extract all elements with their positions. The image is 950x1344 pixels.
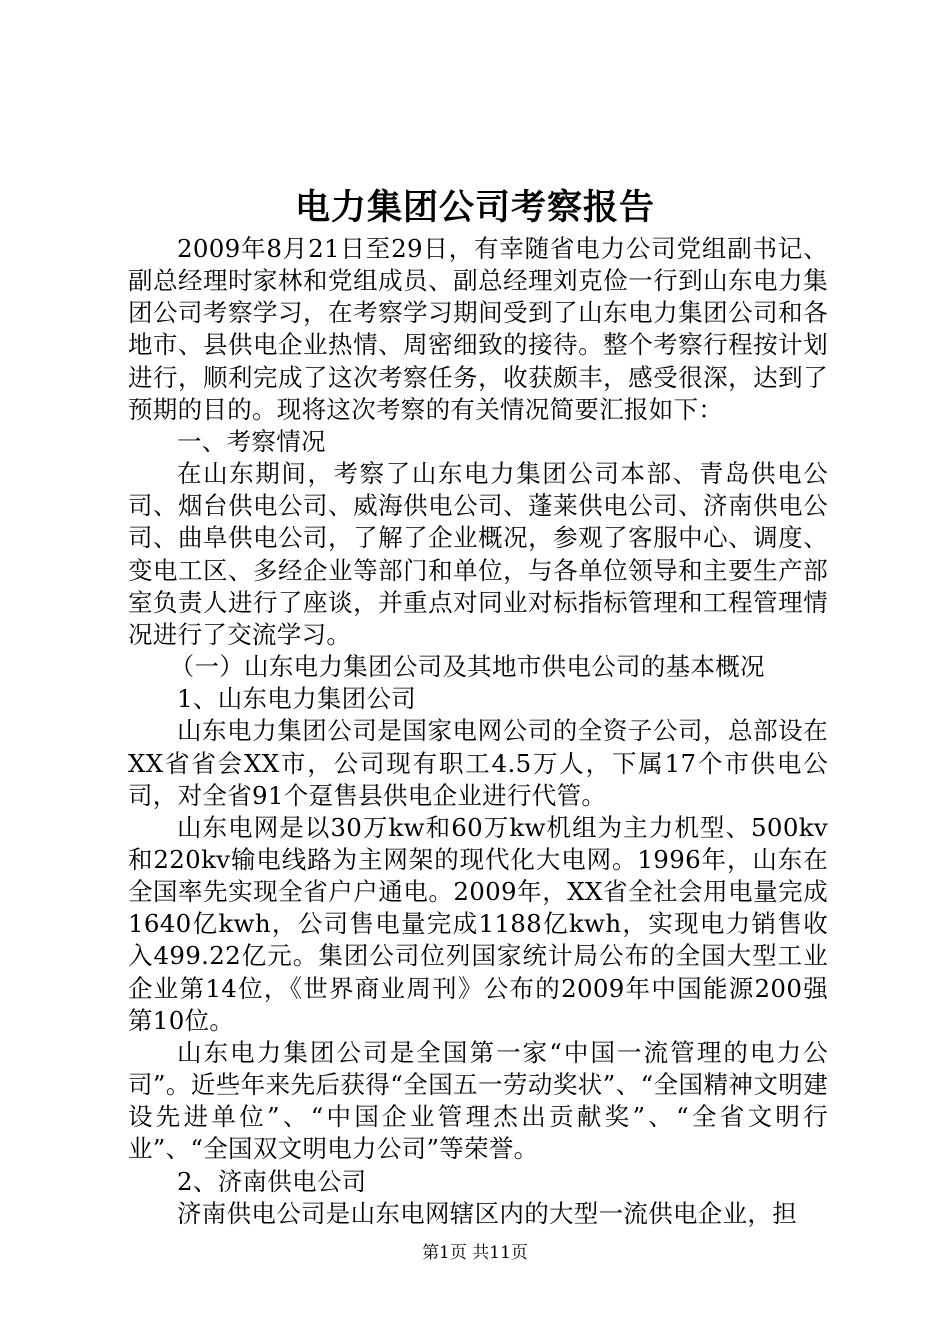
item-heading-shandong-group: 1、山东电力集团公司 — [177, 684, 417, 714]
document-body — [128, 233, 828, 1230]
paragraph-group-intro: 山东电力集团公司是国家电网公司的全资子公司，总部设在XX省省会XX市，公司现有职工4.5万人，下属17个市供电公司，对全省91个趸售县供电企业进行代管。 — [128, 716, 828, 810]
paragraph-honors: 山东电力集团公司是全国第一家“中国一流管理的电力公司”。近些年来先后获得“全国五一劳动奖状”、“全国精神文明建设先进单位”、“中国企业管理杰出贡献奖”、“全省文明行业”、“全国双文明电力公司”等荣誉。 — [128, 1037, 828, 1164]
page-footer: 第1页 共11页 — [422, 1243, 528, 1263]
section-heading-inspection: 一、考察情况 — [177, 426, 326, 456]
paragraph-intro: 2009年8月21日至29日，有幸随省电力公司党组副书记、副总经理时家林和党组成员、副总经理刘克俭一行到山东电力集团公司考察学习，在考察学习期间受到了山东电力集团公司和各地市、县供电企业热情、周密细致的接待。整个考察行程按计划进行，顺利完成了这次考察任务，收获颇丰，感受很深，达到了预期的目的。现将这次考察的有关情况简要汇报如下： — [128, 234, 828, 424]
paragraph-inspection-overview: 在山东期间，考察了山东电力集团公司本部、青岛供电公司、烟台供电公司、威海供电公司、蓬莱供电公司、济南供电公司、曲阜供电公司，了解了企业概况，参观了客服中心、调度、变电工区、多经企业等部门和单位，与各单位领导和主要生产部室负责人进行了座谈，并重点对同业对标指标管理和工程管理情况进行了交流学习。 — [128, 459, 828, 649]
paragraph-jinan-intro: 济南供电公司是山东电网辖区内的大型一流供电企业，担 — [177, 1198, 797, 1228]
paragraph-grid-stats: 山东电网是以30万kw和60万kw机组为主力机型、500kv和220kv输电线路为主网架的现代化大电网。1996年，山东在全国率先实现全省户户通电。2009年，XX省全社会用电量完成1640亿kwh，公司售电量完成1188亿kwh，实现电力销售收入499.22亿元。集团公司位列国家统计局公布的全国大型工业企业第14位，《世界商业周刊》公布的2009年中国能源200强第10位。 — [128, 812, 828, 1035]
document-title: 电力集团公司考察报告 — [294, 187, 655, 228]
subsection-heading-overview: （一）山东电力集团公司及其地市供电公司的基本概况 — [169, 652, 765, 682]
item-heading-jinan: 2、济南供电公司 — [177, 1166, 367, 1196]
